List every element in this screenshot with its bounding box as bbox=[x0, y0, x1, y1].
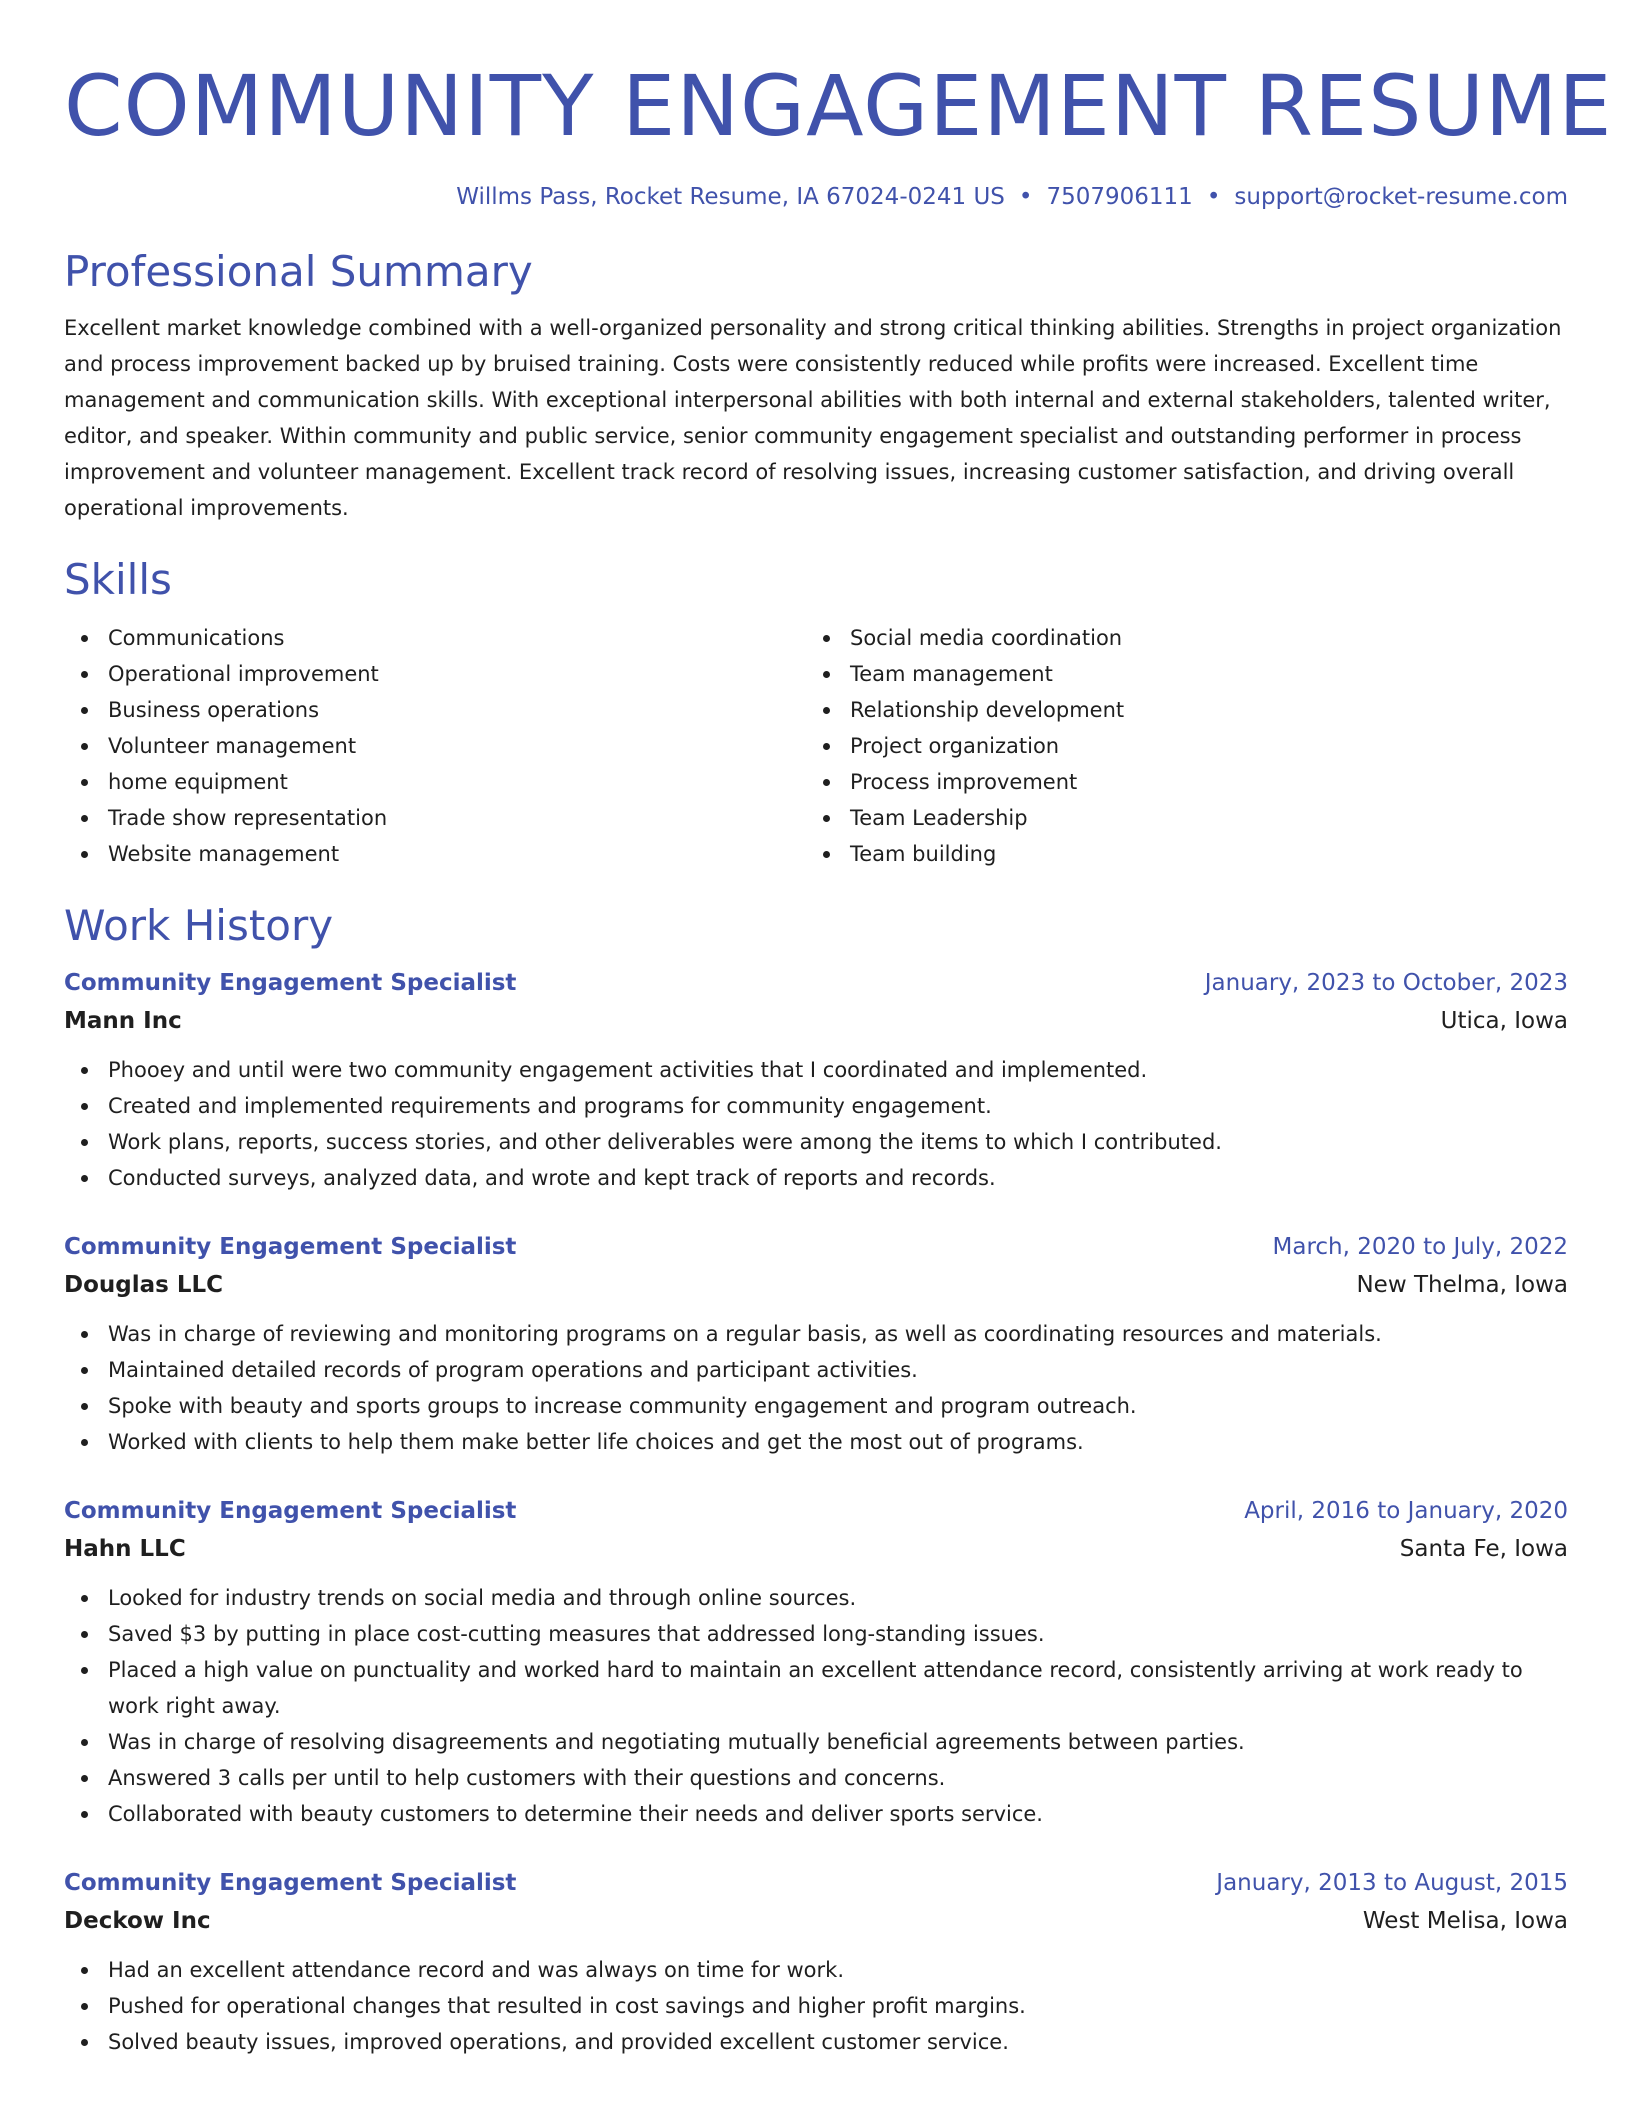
contact-email: support@rocket-resume.com bbox=[1234, 184, 1568, 210]
job-location: New Thelma, Iowa bbox=[1356, 1272, 1568, 1298]
skill-item: Team building bbox=[806, 836, 1548, 872]
contact-phone: 7507906111 bbox=[1046, 184, 1193, 210]
skill-item: Trade show representation bbox=[64, 800, 806, 836]
summary-text: Excellent market knowledge combined with a well-organized personality and strong critical thinking abilities. Strengths in project organization and process improvement backed up by bruised training. Costs were consistently reduced while profits were increased. Excellent time management and communication skills. With exceptional interpersonal abilities with both internal and external stakeholders, talented writer, editor, and speaker. Within community and public service, senior community engagement specialist and outstanding performer in process improvement and volunteer management. Excellent track record of resolving issues, increasing customer satisfaction, and driving overall operational improvements. bbox=[64, 316, 1562, 520]
skill-item: Relationship development bbox=[806, 692, 1548, 728]
job-dates: January, 2023 to October, 2023 bbox=[1204, 970, 1568, 996]
job-entry bbox=[64, 1230, 1568, 1460]
job-duty: Looked for industry trends on social media and through online sources. bbox=[64, 1580, 1568, 1616]
contact-separator: • bbox=[1206, 184, 1221, 210]
skills-list bbox=[64, 620, 1568, 872]
skill-item: Social media coordination bbox=[806, 620, 1548, 656]
job-duty: Had an excellent attendance record and was always on time for work. bbox=[64, 1952, 1568, 1988]
job-duty: Solved beauty issues, improved operations, and provided excellent customer service. bbox=[64, 2024, 1568, 2060]
job-duty: Placed a high value on punctuality and worked hard to maintain an excellent attendance record, consistently arriving at work ready to work right away. bbox=[64, 1652, 1568, 1724]
job-location: Utica, Iowa bbox=[1440, 1008, 1568, 1034]
contact-line bbox=[64, 182, 1568, 212]
job-company: Douglas LLC bbox=[64, 1272, 224, 1298]
contact-address: Willms Pass, Rocket Resume, IA 67024-0241 US bbox=[456, 184, 1005, 210]
skill-item: Website management bbox=[64, 836, 806, 872]
job-role: Community Engagement Specialist bbox=[64, 1870, 517, 1896]
contact-separator: • bbox=[1018, 184, 1033, 210]
job-company: Deckow Inc bbox=[64, 1908, 211, 1934]
skills-heading: Skills bbox=[64, 555, 172, 604]
job-duty: Collaborated with beauty customers to determine their needs and deliver sports service. bbox=[64, 1796, 1568, 1832]
skill-item: Volunteer management bbox=[64, 728, 806, 764]
job-role: Community Engagement Specialist bbox=[64, 970, 517, 996]
summary-heading: Professional Summary bbox=[64, 247, 533, 296]
work-history-heading: Work History bbox=[64, 901, 334, 950]
job-location: West Melisa, Iowa bbox=[1362, 1908, 1568, 1934]
skill-item: Process improvement bbox=[806, 764, 1548, 800]
job-role: Community Engagement Specialist bbox=[64, 1234, 517, 1260]
job-duty: Saved $3 by putting in place cost-cutting measures that addressed long-standing issues. bbox=[64, 1616, 1568, 1652]
job-duty: Work plans, reports, success stories, and other deliverables were among the items to which I contributed. bbox=[64, 1124, 1568, 1160]
job-duty: Pushed for operational changes that resulted in cost savings and higher profit margins. bbox=[64, 1988, 1568, 2024]
job-dates: April, 2016 to January, 2020 bbox=[1244, 1498, 1568, 1524]
skill-item: Team Leadership bbox=[806, 800, 1548, 836]
resume-title: COMMUNITY ENGAGEMENT RESUME bbox=[64, 57, 1613, 155]
job-duties bbox=[64, 1952, 1568, 2060]
job-entry bbox=[64, 1866, 1568, 2060]
job-company: Mann Inc bbox=[64, 1008, 182, 1034]
job-dates: January, 2013 to August, 2015 bbox=[1216, 1870, 1568, 1896]
skills-column-left bbox=[64, 620, 806, 872]
job-duty: Conducted surveys, analyzed data, and wrote and kept track of reports and records. bbox=[64, 1160, 1568, 1196]
skill-item: Operational improvement bbox=[64, 656, 806, 692]
skill-item: home equipment bbox=[64, 764, 806, 800]
job-company: Hahn LLC bbox=[64, 1536, 186, 1562]
skill-item: Communications bbox=[64, 620, 806, 656]
job-duties bbox=[64, 1580, 1568, 1832]
job-duty: Phooey and until were two community engagement activities that I coordinated and implemented. bbox=[64, 1052, 1568, 1088]
job-duty: Maintained detailed records of program operations and participant activities. bbox=[64, 1352, 1568, 1388]
job-duty: Was in charge of resolving disagreements and negotiating mutually beneficial agreements between parties. bbox=[64, 1724, 1568, 1760]
job-duty: Worked with clients to help them make better life choices and get the most out of programs. bbox=[64, 1424, 1568, 1460]
skill-item: Business operations bbox=[64, 692, 806, 728]
job-duty: Was in charge of reviewing and monitoring programs on a regular basis, as well as coordinating resources and materials. bbox=[64, 1316, 1568, 1352]
job-entry bbox=[64, 966, 1568, 1196]
resume-page bbox=[64, 0, 1613, 2060]
job-duty: Answered 3 calls per until to help customers with their questions and concerns. bbox=[64, 1760, 1568, 1796]
job-entry bbox=[64, 1494, 1568, 1832]
job-dates: March, 2020 to July, 2022 bbox=[1272, 1234, 1568, 1260]
skill-item: Project organization bbox=[806, 728, 1548, 764]
job-duty: Created and implemented requirements and programs for community engagement. bbox=[64, 1088, 1568, 1124]
job-role: Community Engagement Specialist bbox=[64, 1498, 517, 1524]
job-duties bbox=[64, 1316, 1568, 1460]
skill-item: Team management bbox=[806, 656, 1548, 692]
skills-column-right bbox=[806, 620, 1548, 872]
job-location: Santa Fe, Iowa bbox=[1399, 1536, 1568, 1562]
job-duties bbox=[64, 1052, 1568, 1196]
job-duty: Spoke with beauty and sports groups to increase community engagement and program outreach. bbox=[64, 1388, 1568, 1424]
